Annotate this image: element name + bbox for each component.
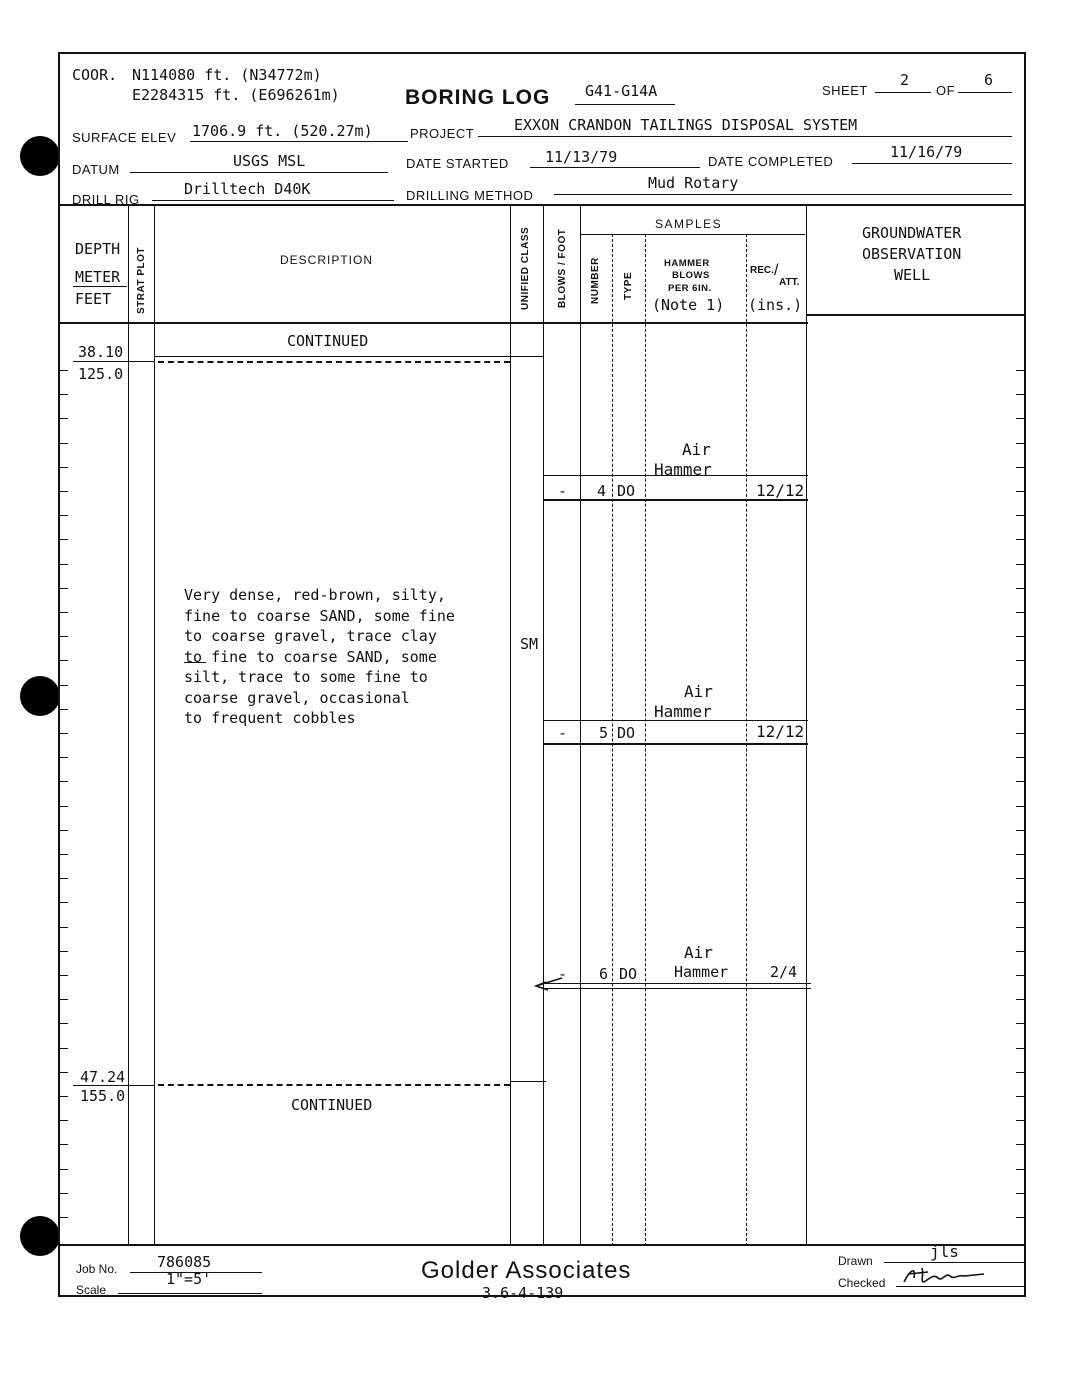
depth-tick xyxy=(1016,1072,1024,1073)
project-value: EXXON CRANDON TAILINGS DISPOSAL SYSTEM xyxy=(514,116,858,134)
col-depth: DEPTH xyxy=(75,240,121,258)
description-line: to coarse gravel, trace clay xyxy=(184,627,437,645)
job-no-label: Job No. xyxy=(76,1262,118,1276)
surface-elev-underline xyxy=(190,141,408,142)
layer-bottom-boundary xyxy=(73,1085,155,1086)
depth-tick xyxy=(60,1120,68,1121)
depth-tick xyxy=(1016,564,1024,565)
continued-bottom: CONTINUED xyxy=(291,1096,373,1114)
company-name: Golder Associates xyxy=(421,1257,632,1284)
scale-underline xyxy=(118,1293,262,1294)
depth-tick xyxy=(60,927,68,928)
drilling-method-underline xyxy=(554,194,1012,195)
depth-tick xyxy=(60,757,68,758)
depth-tick xyxy=(1016,1096,1024,1097)
depth-tick xyxy=(1016,1169,1024,1170)
checked-label: Checked xyxy=(838,1276,886,1290)
depth-tick xyxy=(1016,491,1024,492)
depth-tick xyxy=(1016,781,1024,782)
col-rec: REC. xyxy=(750,265,774,276)
depth-tick xyxy=(1016,370,1024,371)
layer-bottom-class-line xyxy=(510,1081,546,1082)
date-started-label: DATE STARTED xyxy=(406,156,509,171)
depth-tick xyxy=(60,854,68,855)
col-hammer-4: (Note 1) xyxy=(652,296,725,314)
depth-tick xyxy=(1016,951,1024,952)
sample-bottom-line xyxy=(543,499,808,501)
sheet-number: 2 xyxy=(900,71,910,89)
project-label: PROJECT xyxy=(410,126,475,141)
depth-tick xyxy=(1016,854,1024,855)
depth-tick xyxy=(1016,927,1024,928)
depth-tick xyxy=(60,733,68,734)
depth-tick xyxy=(1016,830,1024,831)
checked-signature-icon xyxy=(898,1262,990,1288)
depth-tick xyxy=(1016,467,1024,468)
col-hammer-1: HAMMER xyxy=(664,258,710,269)
datum-underline xyxy=(130,172,388,173)
drilling-method-label: DRILLING METHOD xyxy=(406,188,534,203)
sample-blows: - xyxy=(558,965,568,983)
depth-tick xyxy=(60,1193,68,1194)
depth-tick xyxy=(1016,757,1024,758)
sample-double-line-1 xyxy=(543,983,811,984)
binder-hole-top xyxy=(20,136,60,176)
datum-value: USGS MSL xyxy=(233,152,306,170)
number-right-line xyxy=(612,234,613,1246)
depth-tick xyxy=(60,370,68,371)
sample-rec: 12/12 xyxy=(756,481,805,500)
type-right-line xyxy=(645,234,646,1246)
depth-tick xyxy=(1016,1193,1024,1194)
depth-tick xyxy=(60,564,68,565)
sheet-number-underline xyxy=(875,92,931,93)
strat-right-line xyxy=(154,206,155,1246)
depth-tick xyxy=(1016,902,1024,903)
scale-value: 1"=5' xyxy=(166,1270,212,1288)
datum-label: DATUM xyxy=(72,162,120,177)
sample-double-line-2 xyxy=(543,988,811,989)
binder-hole-bottom xyxy=(20,1216,60,1256)
col-rec-slash: / xyxy=(774,262,779,279)
sample-blows: - xyxy=(558,482,568,500)
coor-label: COOR. xyxy=(72,66,118,84)
depth-tick xyxy=(60,612,68,613)
coor-north: N114080 ft. (N34772m) xyxy=(132,66,322,84)
col-unified-class: UNIFIED CLASS xyxy=(520,226,531,310)
depth-tick xyxy=(1016,1120,1024,1121)
drill-rig-underline xyxy=(152,200,394,201)
layer-bottom-boundary-dashed xyxy=(158,1084,510,1086)
depth-tick xyxy=(1016,1144,1024,1145)
binder-hole-middle xyxy=(20,676,60,716)
col-description: DESCRIPTION xyxy=(280,253,374,267)
boring-id: G41-G14A xyxy=(585,82,658,100)
date-started-underline xyxy=(530,167,700,168)
col-samples: SAMPLES xyxy=(655,217,723,231)
depth-tick xyxy=(60,515,68,516)
depth-tick xyxy=(1016,515,1024,516)
sample-rec: 12/12 xyxy=(756,722,805,741)
sample-type: DO xyxy=(619,965,638,983)
col-type: TYPE xyxy=(623,271,634,300)
depth-tick xyxy=(60,781,68,782)
depth-tick xyxy=(60,467,68,468)
col-blows-foot: BLOWS / FOOT xyxy=(557,228,568,308)
depth-tick xyxy=(60,660,68,661)
depth-tick xyxy=(1016,418,1024,419)
continued-top: CONTINUED xyxy=(287,332,369,350)
depth-tick xyxy=(60,539,68,540)
depth-tick xyxy=(60,1169,68,1170)
depth-tick xyxy=(60,491,68,492)
strat-left-line xyxy=(128,206,129,1246)
depth-tick xyxy=(1016,733,1024,734)
col-well: WELL xyxy=(894,266,931,284)
sample-blows: - xyxy=(558,724,568,742)
col-strat-plot: STRAT PLOT xyxy=(136,246,147,314)
checked-underline xyxy=(896,1286,1026,1287)
document-title: BORING LOG xyxy=(405,86,551,109)
soil-description xyxy=(184,585,455,729)
description-line: to fine to coarse SAND, some xyxy=(184,647,437,666)
depth-tick xyxy=(1016,612,1024,613)
depth-tick xyxy=(60,902,68,903)
sample-number: 4 xyxy=(597,482,607,500)
description-to-underline xyxy=(184,662,206,663)
col-meter: METER xyxy=(75,268,121,286)
depth-tick xyxy=(1016,806,1024,807)
drawn-label: Drawn xyxy=(838,1254,873,1268)
layer-top-boundary xyxy=(73,361,155,362)
depth-tick xyxy=(60,1096,68,1097)
col-hammer-2: BLOWS xyxy=(672,270,710,281)
depth-tick xyxy=(60,1023,68,1024)
sample-type: DO xyxy=(617,482,636,500)
depth-tick xyxy=(60,806,68,807)
sample-top-line xyxy=(543,475,808,476)
depth-tick xyxy=(60,588,68,589)
depth-tick xyxy=(1016,636,1024,637)
depth-tick xyxy=(60,878,68,879)
sample-number: 6 xyxy=(599,965,609,983)
depth-tick xyxy=(1016,588,1024,589)
rec-right-line xyxy=(806,206,807,1246)
col-att: ATT. xyxy=(779,277,800,288)
depth-tick xyxy=(1016,1023,1024,1024)
sample-note-air: Air xyxy=(682,440,711,459)
sheet-total-underline xyxy=(958,92,1012,93)
scale-label: Scale xyxy=(76,1283,107,1297)
drill-rig-value: Drilltech D40K xyxy=(184,180,311,198)
depth-bottom-meter: 47.24 xyxy=(80,1068,126,1086)
depth-tick xyxy=(60,999,68,1000)
depth-tick xyxy=(1016,394,1024,395)
coor-east: E2284315 ft. (E696261m) xyxy=(132,86,340,104)
meter-feet-divider xyxy=(73,286,127,287)
description-line: coarse gravel, occasional xyxy=(184,688,410,707)
depth-tick xyxy=(60,1048,68,1049)
sample-rec: 2/4 xyxy=(770,963,798,981)
description-line: Very dense, red-brown, silty, xyxy=(184,586,446,604)
depth-tick xyxy=(1016,878,1024,879)
depth-tick xyxy=(1016,1048,1024,1049)
depth-tick xyxy=(60,418,68,419)
depth-tick xyxy=(1016,975,1024,976)
depth-tick xyxy=(1016,660,1024,661)
drill-rig-label: DRILL RIG xyxy=(72,192,140,207)
sheet-label: SHEET xyxy=(822,83,868,98)
col-feet: FEET xyxy=(75,290,112,308)
depth-tick xyxy=(60,1144,68,1145)
date-started-value: 11/13/79 xyxy=(545,148,618,166)
depth-tick xyxy=(60,830,68,831)
footer-divider xyxy=(58,1244,1026,1246)
header-divider xyxy=(58,204,1026,206)
document-number: 3.6-4-139 xyxy=(482,1284,564,1302)
date-completed-underline xyxy=(852,163,1012,164)
depth-tick xyxy=(1016,709,1024,710)
depth-tick xyxy=(1016,685,1024,686)
column-header-divider-right xyxy=(806,314,1026,316)
surface-elev-value: 1706.9 ft. (520.27m) xyxy=(192,122,373,140)
col-hammer-3: PER 6IN. xyxy=(668,283,712,294)
depth-tick xyxy=(60,1072,68,1073)
depth-top-meter: 38.10 xyxy=(78,343,124,361)
depth-tick xyxy=(1016,999,1024,1000)
sample-note-hammer: Hammer xyxy=(654,702,712,721)
drawn-value: jls xyxy=(930,1242,959,1261)
drilling-method-value: Mud Rotary xyxy=(648,174,739,192)
description-line: fine to coarse SAND, some fine xyxy=(184,606,455,625)
sheet-total: 6 xyxy=(984,71,994,89)
boring-id-underline xyxy=(575,104,675,105)
project-underline xyxy=(478,136,1012,137)
depth-tick xyxy=(60,709,68,710)
depth-bottom-feet: 155.0 xyxy=(80,1087,126,1105)
sample-number: 5 xyxy=(599,724,609,742)
of-label: OF xyxy=(936,83,956,98)
depth-top-feet: 125.0 xyxy=(78,365,124,383)
column-header-divider xyxy=(58,322,808,324)
surface-elev-label: SURFACE ELEV xyxy=(72,130,177,145)
hammer-right-line xyxy=(746,234,747,1246)
sample-note-hammer: Hammer xyxy=(674,963,729,981)
description-line: silt, trace to some fine to xyxy=(184,668,428,686)
class-right-line xyxy=(543,206,544,1246)
sample-note-air: Air xyxy=(684,943,713,962)
depth-tick xyxy=(60,636,68,637)
col-rec-ins: (ins.) xyxy=(748,296,803,314)
depth-tick xyxy=(60,685,68,686)
sample-note-hammer: Hammer xyxy=(654,460,712,479)
depth-tick xyxy=(1016,443,1024,444)
depth-tick xyxy=(60,394,68,395)
water-level-arrow-icon xyxy=(532,974,564,994)
col-number: NUMBER xyxy=(590,257,601,304)
continued-top-line xyxy=(155,356,543,357)
depth-tick xyxy=(60,975,68,976)
sample-top-line xyxy=(543,720,808,721)
desc-right-line xyxy=(510,206,511,1246)
depth-tick xyxy=(60,443,68,444)
depth-tick xyxy=(60,951,68,952)
depth-tick xyxy=(1016,539,1024,540)
depth-tick xyxy=(1016,1217,1024,1218)
unified-class-value: SM xyxy=(520,635,539,653)
samples-subheader-line xyxy=(580,234,805,235)
job-no-value: 786085 xyxy=(157,1253,212,1271)
date-completed-label: DATE COMPLETED xyxy=(708,154,834,169)
depth-tick xyxy=(60,1217,68,1218)
sample-bottom-line xyxy=(543,743,808,745)
col-groundwater: GROUNDWATER xyxy=(862,224,962,242)
sample-note-air: Air xyxy=(684,682,713,701)
col-observation: OBSERVATION xyxy=(862,245,962,263)
blows-right-line xyxy=(580,206,581,1246)
sample-type: DO xyxy=(617,724,636,742)
description-line: to frequent cobbles xyxy=(184,709,356,727)
layer-top-boundary-dashed xyxy=(158,361,510,363)
date-completed-value: 11/16/79 xyxy=(890,143,963,161)
